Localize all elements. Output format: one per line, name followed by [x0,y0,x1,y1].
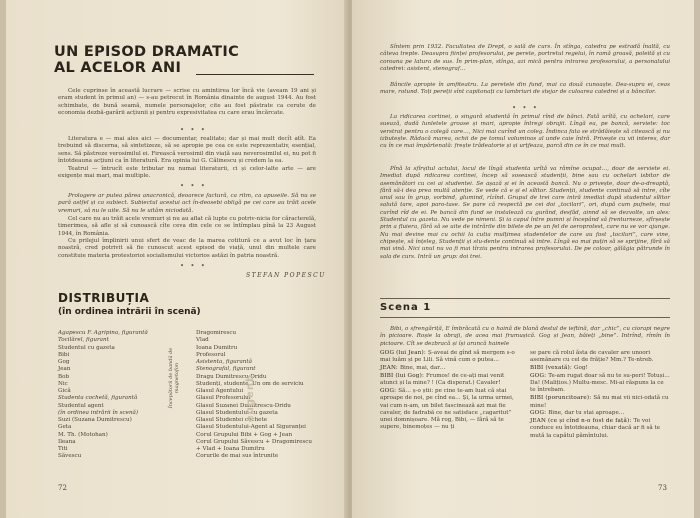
vertical-note: Începătorii de bandă de magnetofon [168,347,180,409]
cast-entry: Nic [58,380,68,387]
speaker-name: JEAN (ce și cînd n-o fost de față): [530,418,634,425]
cast-entry: Stenografal, figurant [196,366,256,373]
dialogue-text: Să… ș-o știi: pe cine te-am luat că stai aproape de noi, pe cînd ea… Și, la urma urmei, vai cum n-am, un bilet fascinează azi mai fie cavaler, de fadrabă ce ne satisface „cagaritut” unei domnișoare. Mă rog, Bibi, — fără să te supere, binemoțes — nu ți [380,387,514,431]
stage-intro-4: Pînă la sfîrșitul actului, locul de lîngă studenta urîtă va rămîne ocupat…, doar de serviete ei. Imediat după ridicarea cortinei, încep să sosească studenții, bine sau cu ochelari isbitor de asemănători cu cei ai studentei. Se așază și ei în această bancă. Nu o privește, doar de-a-dreaptă, fără să-i dea prea multă atenție. Se vede că e și el sîlitor. Studenții, studente continuă să intre, cîte unul sau în grup, vorbind, glumind, rîzînd. Grupul de trei care intră imediat după studentul sîlitor salută tare, apoi paro-tase. Se pare că respectă pe cei doi „tocilari”, ori, după cum pufnete, mai curînd rîd de ei. Pe bancă din fund se instalează cu gurănd, desfăd, ainnd să se dezvolte, un ales: Studentul cu gazeta. Nu vede pe nimeni. Și ia capul între pumni și începând să frenturneze, sfîrșește prin a fluiera, fără să se uite de intrările din bilete de pe un fel de aeroprotest, care nu se vor ajunge. Nu mai devine mai cu ochii la cutia mulțimea studentelor de care au fost „tocilari”, care vine, chipește, să înțeleg, Studenții și stu-dente continuă să intre. Lîngă ea mai puțin să se sprijine, fără să mai vină. Nici unul nu va fi mai tîrziu pentru intrarea profesorului. De pe coloar, gălăgia pătrunde în sala de curs. Intră un grup: doi trei. [380,166,670,260]
separator-dots-2: • • • [180,182,207,190]
cast-entry: Glasul Suzanei Dumitrescu-Dridu [196,402,291,409]
cast-entry: Dragu Dumitrescu-Dridu [196,373,267,380]
cast-entry: (în ordinea intrării în scenă) [58,409,139,416]
dialogue-line [530,365,670,372]
scene-direction: Bibi, o sfrengăriță, E îmbrăcată cu o haină de blană destul de ieftină, dar „chic”, cu ciorapi negre în picioare. Roșie la obraji, de acea mai frumușică. Gog și Jean, băieți „bine”. Intrînd, rîmîn în picioare. Cît se dezbracă și își aruncă hainele [380,326,670,347]
cast-entry: Glasul Studentului-Agent al Siguranței [196,424,306,431]
dialogue-line [530,373,670,395]
cast-entry: Profesorul [196,351,226,358]
cast-entry: Glasul Profesorului [196,395,251,402]
intro-paragraph-6: Cu prilejul împlinirii unui sfert de veac de la marea cotitură ce a avut loc în țara noastră, cred potrivit să fie cunoscut acest episod de viață, unul din multele care constituie materia protestorioi socialismului victorios astăzi în patria noastră. [58,238,316,259]
dialogue-text: Bine, mai, dar… [399,365,446,372]
speaker-name: GOG (lui Jean): [380,350,428,356]
page-number-right: 73 [658,484,667,492]
cast-entry: Studentul cu gazeta [58,344,115,351]
scene-rule-top [380,298,670,299]
cast-entry: Glasul Studentei cochete [196,417,268,423]
stage-intro-2: Băncile apropie în amfiteatru. La peretele din fund, mai ca două cunoaște. Dea-supra ei, ceas mare, rotund. Toți pereții sînt capitonați cu lambriuri de stejar de culoarea catedrei și a băncilor. [380,82,670,96]
cast-entry: Suzi (Suzana Dumitrescu) [58,417,132,423]
cast-entry: Glasul Studentului cu gazeta [196,409,278,416]
cast-entry: Dragomirescu [196,330,237,336]
cast-entry: Studentul agent [58,402,104,409]
title-line-1: UN EPISOD DRAMATIC [54,44,240,60]
speaker-name: GOG: [530,372,549,379]
dialogue-line [530,350,670,365]
cast-entry: Asistenta, figurantă [196,359,252,365]
dialogue-line [530,395,670,410]
cast-entry: Glasul Agentului [196,388,244,394]
watermark: eugenb [245,373,256,422]
intro-paragraph-1: Cele cuprinse în această lucrare — scrise cu amintirea lor încă vie (aveam 19 ani și eram student în primul an) — s-au petrecut în România dinainte de august 1944. Au fost schimbate, de bună seamă, numele personajelor, cite au fost păstrate ca cerute de economia dezbă-garării acțiunii și pentru expresivitatea cu care erau încărcate. [58,88,316,116]
dialogue-column-2 [530,350,670,441]
dialogue-text: se pare că rolul ăsta de cavaler are unoori asemănare cu cel de frăție? Mm.? Te-ntreb. [530,350,654,364]
cast-entry: Titi [58,446,68,452]
cast-list-left [58,330,148,461]
scene-heading: Scena 1 [380,302,432,313]
cast-entry: Gică [58,388,71,394]
speaker-name: JEAN: [380,365,400,372]
cast-entry: Geta [58,424,72,431]
dialogue-line [380,373,518,388]
intro-paragraph-5: Cel care nu au trăit acele vremuri și nu au aflat că lupte cu potriv-nicia for căracterelă, timerimea, să afle și să cunoască cîte ceva din cele ce se întîmplau pînă la 23 August 1944, în România. [58,216,316,237]
cast-entry: Tocilărel, figurant [58,337,109,344]
right-page-edge [694,0,700,518]
cast-entry: Săvescu [58,453,82,460]
title-line-2: AL ACELOR ANI [54,60,182,76]
distribution-title: DISTRIBUȚIA [58,291,150,305]
cast-entry: Studenta cochetă, figurantă [58,395,138,402]
dialogue-line [380,350,518,365]
cast-entry: Vlad [196,337,209,344]
cast-entry: + Vlad + Ioana Dumitru [196,446,265,452]
intro-paragraph-2: Literatura e — mai ales aici — documentar, realitate; dar și mai mult decît atît. Ea trebuind să discerna, să sintetizeze, să se apropie pe cea ce este reprezentativ, esențial, sens. Să păstreze verosimilul ei. Firească verosimil din viață sau neverosimilul ei, nu pot fi întotdeauna acțiuni ca în literatură. Era opinia lui G. Călinescu și credem la ea. [58,136,316,164]
dialogue-text: Să nu mai vii nici-odată cu mine! [530,395,669,409]
left-page-edge [0,0,6,518]
author-signature: STEFAN POPESCU [246,272,326,279]
dialogue-text: Ș-aveai de gînd să mergem s-o mai luăm și pe Lili. Să vină cum o putea… [380,350,515,364]
title-underline [196,74,314,75]
cast-entry: Corurile de mai sus întrunite [196,453,279,460]
speaker-name: BIBI (vexată): [530,365,574,372]
dialogue-text: Frumos! de ce-ați mai venit atunci și la mine? ! (Ca disperat.) Cavaler! [380,372,505,387]
cast-entry: Studenți, studente. Un om de serviciu [196,380,304,387]
cast-entry: Agapescu F. Agripina, figurantă [58,330,148,336]
dialogue-text: Te voi conduce eu întotdeauna, chiar dacă ar fi să te mută la capătul pămîntului. [530,418,661,439]
stage-intro-1: Sîntem prin 1932. Facultatea de Drept, o sală de curs. În stînga, catedra pe estradă înaltă, cu câteva trepte. Deasupra ființei profesorului, pe perete, portretul regelui, în ramă groasă, poleită și cu coroana pe latura de sus. În prim-plan, stînga, azi mică pentru intrarea profesorului, a personalului catedrei: asistent, stenograf… [380,44,670,72]
page-number-left: 72 [58,484,67,492]
cast-entry: M. Th. (Motohan) [58,431,108,438]
separator-dots-1: • • • [180,126,207,134]
dialogue-line [530,418,670,440]
cast-entry: Jean [58,366,71,373]
cast-entry: Corul Grupului Bibi + Gog + Jean [196,431,293,438]
dialogue-text: Bine, dar tu stai aproape… [548,410,625,417]
distribution-subtitle: (în ordinea intrării în scenă) [58,307,201,317]
right-page [352,0,700,518]
speaker-name: GOG: [380,387,399,394]
scene-rule-bottom [380,317,670,318]
dialogue-text: Gog! [574,365,588,372]
speaker-name: BIBI (lui Gog): [380,372,427,379]
cast-entry: Ileana [58,438,76,445]
dialogue-text: Te-am rugat doar să nu te su-peri! Totuși… Da! (Malițios.) Multu-mesc. Mi-ai răspuns la ce te întrebam. [530,372,670,394]
intro-paragraph-4: Prologere ar putea părea anacronică, deoarece factură, ca ritm, ca apuseile. Să nu se pară astfel și ca subiect. Subiectul acestui act în-deosebi obligă pe cei care au trăit acele vremuri, să nu le uite. Să nu le uităm niciodată. [58,193,316,214]
cast-entry: Bob [58,373,70,380]
dialogue-line [530,410,670,417]
left-page [0,0,348,518]
dialogue-line [380,365,518,372]
cast-entry: Corul Grupului Săvescu + Dragomirescu [196,438,312,445]
speaker-name: GOG: [530,410,549,417]
cast-entry: Ioana Dumitru [196,344,238,351]
cast-entry: Bibi [58,351,70,358]
separator-dots-3: • • • [180,262,207,270]
stage-intro-3: La ridicarea cortinei, o singură studentă în primul rînd de bănci. Fată urîtă, cu ochelari, care suează, dudă lunletele groase și mari, apropie întregi obrajii. Lîngă ea, pe bancă, serviete: toc verstrat pentru o colegă care…, Nici mai curînd un coleg. Îndinca fata se strădăiește să citească și nu izbutește. Rădacă marea, ochii de pe tomul voluminos al unde caie întră. Privește cu vii interes, dar cu în ce mai împărtenată: frește trădeatorie și și urțfeaza, parcă din ce în ce mai mult. [380,114,670,150]
speaker-name: BIBI (poruncitoare): [530,395,594,402]
separator-dots-right: • • • [512,104,539,112]
cast-entry: Gog [58,359,70,365]
dialogue-column-1 [380,350,518,432]
intro-paragraph-3: Teatrul — întrucît este tributar nu numai literaturii, ci și celor-lalte arte — are exigențe mai mari, mai multiple. [58,166,316,180]
dialogue-line [380,388,518,432]
